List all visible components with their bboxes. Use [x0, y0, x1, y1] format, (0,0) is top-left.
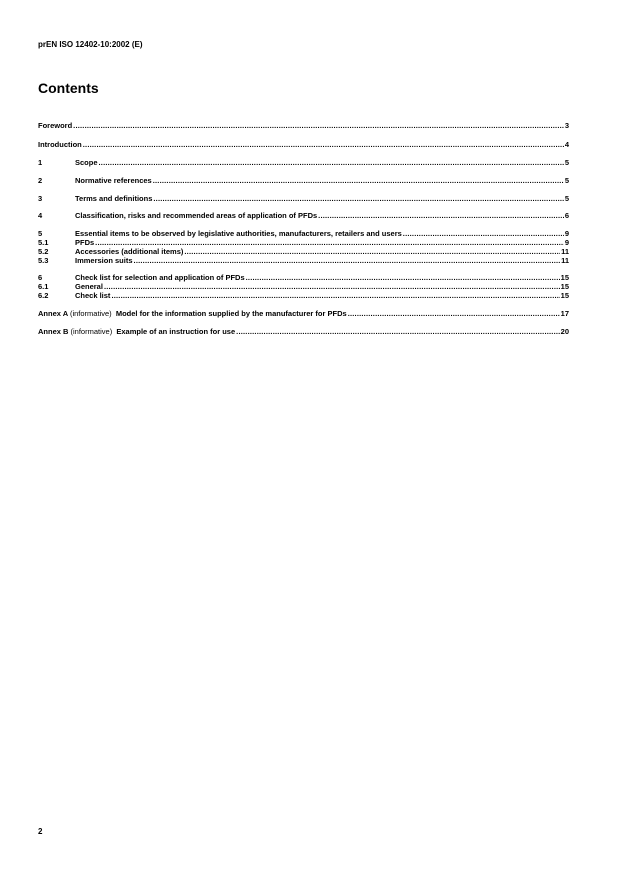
- toc-leader: [73, 121, 564, 130]
- toc-leader: [111, 291, 559, 300]
- toc-entry-introduction[interactable]: [38, 140, 569, 149]
- toc-number: 3: [38, 194, 43, 203]
- page-title: Contents: [38, 80, 99, 96]
- toc-number: 6.1: [38, 282, 49, 291]
- toc-entry-annex-a[interactable]: [38, 309, 569, 318]
- toc-page: 5: [564, 176, 569, 185]
- toc-leader: [236, 327, 560, 336]
- toc-entry-immersion-suits[interactable]: [38, 256, 569, 265]
- toc-entry-general[interactable]: [38, 282, 569, 291]
- toc-entry-annex-b[interactable]: [38, 327, 569, 336]
- toc-label: [38, 309, 347, 318]
- toc-page: 15: [560, 282, 569, 291]
- toc-label: Immersion suits: [75, 256, 133, 265]
- toc-leader: [99, 158, 564, 167]
- toc-entry-essential-items[interactable]: [38, 229, 569, 238]
- toc-label: Normative references: [75, 176, 152, 185]
- toc-label: Scope: [75, 158, 98, 167]
- toc-entry-classification[interactable]: [38, 211, 569, 220]
- annex-qualifier: (informative): [69, 309, 112, 318]
- page-number: 2: [38, 827, 43, 836]
- toc-leader: [95, 238, 564, 247]
- toc-number: 5.1: [38, 238, 49, 247]
- toc-entry-check-list[interactable]: [38, 291, 569, 300]
- toc-number: 2: [38, 176, 43, 185]
- toc-number: 6.2: [38, 291, 49, 300]
- toc-leader: [184, 247, 560, 256]
- toc-number: 1: [38, 158, 43, 167]
- toc-number: 5.3: [38, 256, 49, 265]
- toc-label: Check list for selection and application of PFDs: [75, 273, 245, 282]
- toc-leader: [246, 273, 560, 282]
- toc-leader: [134, 256, 561, 265]
- toc-entry-accessories[interactable]: [38, 247, 569, 256]
- toc-label: General: [75, 282, 103, 291]
- toc-page: 9: [564, 238, 569, 247]
- toc-page: 5: [564, 158, 569, 167]
- annex-prefix: Annex B: [38, 327, 69, 336]
- toc-label: PFDs: [75, 238, 95, 247]
- toc-page: 15: [560, 273, 569, 282]
- toc-number: 5: [38, 229, 43, 238]
- toc-page: 9: [564, 229, 569, 238]
- annex-qualifier: (informative): [70, 327, 113, 336]
- toc-page: 11: [561, 247, 569, 256]
- toc-page: 6: [564, 211, 569, 220]
- toc-label: Accessories (additional items): [75, 247, 184, 256]
- toc-label: Classification, risks and recommended areas of application of PFDs: [75, 211, 318, 220]
- toc-label: Check list: [75, 291, 111, 300]
- toc-leader: [83, 140, 564, 149]
- toc-entry-terms-and-definitions[interactable]: [38, 194, 569, 203]
- toc-leader: [318, 211, 564, 220]
- toc-leader: [403, 229, 564, 238]
- toc-label: Essential items to be observed by legislative authorities, manufacturers, retailers and users: [75, 229, 402, 238]
- toc-leader: [348, 309, 560, 318]
- toc-leader: [153, 194, 563, 203]
- annex-title: Example of an instruction for use: [116, 327, 236, 336]
- toc-number: 5.2: [38, 247, 49, 256]
- toc-entry-scope[interactable]: [38, 158, 569, 167]
- toc-label: [38, 327, 235, 336]
- toc-page: 20: [560, 327, 569, 336]
- annex-prefix: Annex A: [38, 309, 68, 318]
- toc-page: 17: [560, 309, 569, 318]
- toc-leader: [153, 176, 564, 185]
- toc-page: 4: [564, 140, 569, 149]
- toc-entry-foreword[interactable]: [38, 121, 569, 130]
- toc-entry-normative-references[interactable]: [38, 176, 569, 185]
- toc-label: Foreword: [38, 121, 73, 130]
- toc-label: Terms and definitions: [75, 194, 153, 203]
- toc-number: 4: [38, 211, 43, 220]
- annex-title: Model for the information supplied by the manufacturer for PFDs: [115, 309, 347, 318]
- toc-entry-check-list-selection[interactable]: [38, 273, 569, 282]
- toc-page: 5: [564, 194, 569, 203]
- toc-number: 6: [38, 273, 43, 282]
- toc-entry-pfds[interactable]: [38, 238, 569, 247]
- toc-page: 11: [561, 256, 569, 265]
- toc-label: Introduction: [38, 140, 82, 149]
- document-id: prEN ISO 12402-10:2002 (E): [38, 40, 143, 49]
- toc-page: 15: [560, 291, 569, 300]
- toc-leader: [104, 282, 560, 291]
- toc-page: 3: [564, 121, 569, 130]
